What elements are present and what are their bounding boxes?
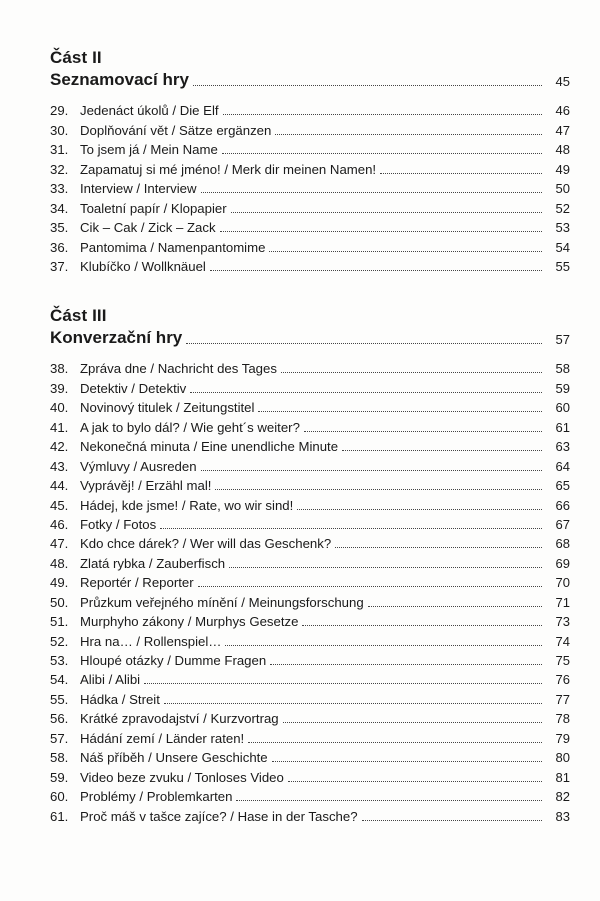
toc-entry[interactable] [50,217,570,236]
toc-entry[interactable] [50,436,570,455]
entry-title: Toaletní papír / Klopapier [80,200,227,216]
entry-title: Kdo chce dárek? / Wer will das Geschenk? [80,536,332,552]
entry-page-number: 76 [555,672,570,688]
entry-title: Reportér / Reporter [80,575,194,591]
entry-number: 53. [50,653,69,668]
entry-number: 38. [50,361,69,377]
entry-number: 48. [50,555,69,571]
entry-title: To jsem já / Mein Name [80,142,218,158]
entry-page-number: 69 [555,555,570,571]
entry-page-number: 66 [555,497,570,513]
entry-page-number: 59 [555,380,570,396]
section-page-number: 45 [555,74,570,89]
dot-leader [201,470,542,471]
entry-page-number: 80 [555,750,570,766]
entry-title: Zapamatuj si mé jméno! / Merk dir meinen Namen! [80,161,377,177]
dot-leader [342,450,542,451]
entry-page-number: 47 [555,122,570,138]
section-heading-row [50,68,570,90]
entry-page-number: 54 [555,239,570,255]
dot-leader [222,153,542,154]
entry-page-number: 83 [555,808,570,824]
entry-page-number: 81 [555,769,570,785]
entry-title: Zlatá rybka / Zauberfisch [80,555,226,571]
entry-title: Hloupé otázky / Dumme Fragen [80,653,267,668]
entry-page-number: 46 [555,103,570,119]
toc-entry[interactable] [50,514,570,533]
entry-page-number: 77 [555,691,570,707]
entry-page-number: 71 [555,594,570,610]
dot-leader [270,664,542,665]
toc-entry[interactable] [50,377,570,396]
toc-entry[interactable] [50,552,570,571]
entry-number: 35. [50,220,69,236]
entry-title: Video beze zvuku / Tonloses Video [80,769,284,785]
entry-number: 55. [50,691,69,707]
dot-leader [380,173,542,174]
dot-leader [297,509,542,510]
dot-leader [248,742,542,743]
entry-page-number: 49 [555,161,570,177]
toc-entry[interactable] [50,572,570,591]
section-title: Seznamovací hry [50,70,189,89]
entry-page-number: 48 [555,142,570,158]
entry-title: Novinový titulek / Zeitungstitel [80,400,255,416]
dot-leader [236,800,542,801]
entry-page-number: 61 [555,419,570,435]
entry-page-number: 79 [555,730,570,746]
toc-entry[interactable] [50,786,570,805]
entry-list [50,100,570,275]
entry-page-number: 64 [555,458,570,474]
entry-number: 49. [50,575,69,591]
entry-page-number: 53 [555,220,570,236]
dot-leader [362,820,542,821]
entry-number: 56. [50,711,69,727]
entry-title: Hra na… / Rollenspiel… [80,633,222,649]
entry-number: 47. [50,536,69,552]
entry-number: 33. [50,181,69,197]
dot-leader [229,567,542,568]
entry-title: Krátké zpravodajství / Kurzvortrag [80,711,279,727]
entry-title: Jedenáct úkolů / Die Elf [80,103,219,119]
entry-number: 44. [50,478,69,494]
entry-title: Hádej, kde jsme! / Rate, wo wir sind! [80,497,294,513]
dot-leader [215,489,542,490]
entry-page-number: 55 [555,258,570,274]
entry-number: 42. [50,439,69,455]
entry-title: Zpráva dne / Nachricht des Tages [80,361,277,377]
toc-entry[interactable] [50,688,570,707]
entry-page-number: 68 [555,536,570,552]
entry-page-number: 74 [555,633,570,649]
dot-leader [186,343,542,344]
entry-number: 36. [50,239,69,255]
dot-leader [164,703,542,704]
dot-leader [281,372,542,373]
dot-leader [190,392,542,393]
part-label: Část II [50,48,102,67]
toc-entry[interactable] [50,805,570,824]
toc-entry[interactable] [50,256,570,275]
toc-entry[interactable] [50,494,570,513]
entry-title: Náš příběh / Unsere Geschichte [80,750,268,766]
entry-page-number: 52 [555,200,570,216]
entry-title: Interview / Interview [80,181,197,197]
entry-number: 34. [50,200,69,216]
dot-leader [223,114,542,115]
toc-entry[interactable] [50,533,570,552]
entry-title: Vyprávěj! / Erzähl mal! [80,478,212,494]
entry-title: Pantomima / Namenpantomime [80,239,266,255]
section-page-number: 57 [555,332,570,347]
dot-leader [335,547,542,548]
dot-leader [144,683,542,684]
entry-page-number: 58 [555,361,570,377]
entry-number: 61. [50,808,69,824]
toc-entry[interactable] [50,178,570,197]
entry-title: Doplňování vět / Sätze ergänzen [80,122,272,138]
entry-number: 57. [50,730,69,746]
toc-entry[interactable] [50,236,570,255]
toc-entry[interactable] [50,747,570,766]
dot-leader [198,586,542,587]
entry-title: Průzkum veřejného mínění / Meinungsforschung [80,594,364,610]
dot-leader [272,761,542,762]
entry-page-number: 75 [555,653,570,668]
entry-number: 58. [50,750,69,766]
dot-leader [201,192,542,193]
section-part-3 [50,306,570,825]
toc-entry[interactable] [50,591,570,610]
entry-number: 54. [50,672,69,688]
entry-title: Alibi / Alibi [80,672,141,688]
toc-entry[interactable] [50,455,570,474]
entry-number: 32. [50,161,69,177]
entry-number: 60. [50,789,69,805]
toc-entry[interactable] [50,650,570,669]
dot-leader [368,606,542,607]
section-title: Konverzační hry [50,328,183,347]
toc-entry[interactable] [50,197,570,216]
entry-number: 40. [50,400,69,416]
entry-number: 50. [50,594,69,610]
entry-number: 46. [50,516,69,532]
toc-entry[interactable] [50,397,570,416]
toc-entry[interactable] [50,158,570,177]
dot-leader [269,251,542,252]
entry-title: Nekonečná minuta / Eine unendliche Minute [80,439,339,455]
entry-number: 45. [50,497,69,513]
entry-number: 39. [50,380,69,396]
toc-entry[interactable] [50,766,570,785]
entry-page-number: 63 [555,439,570,455]
dot-leader [210,270,542,271]
dot-leader [275,134,542,135]
dot-leader [288,781,542,782]
entry-number: 51. [50,614,69,630]
entry-title: Hádka / Streit [80,691,160,707]
entry-page-number: 78 [555,711,570,727]
toc-entry[interactable] [50,139,570,158]
toc-entry[interactable] [50,708,570,727]
entry-number: 52. [50,633,69,649]
dot-leader [220,231,542,232]
entry-title: Hádání zemí / Länder raten! [80,730,245,746]
section-heading-row [50,326,570,348]
toc-entry[interactable] [50,475,570,494]
entry-page-number: 65 [555,478,570,494]
toc-entry[interactable] [50,119,570,138]
entry-list [50,358,570,825]
entry-title: Detektiv / Detektiv [80,380,187,396]
entry-page-number: 82 [555,789,570,805]
entry-number: 29. [50,103,69,119]
entry-title: Klubíčko / Wollknäuel [80,258,206,274]
entry-title: Cik – Cak / Zick – Zack [80,220,216,236]
entry-page-number: 67 [555,516,570,532]
section-part-2 [50,48,570,275]
entry-title: Murphyho zákony / Murphys Gesetze [80,614,299,630]
toc-entry[interactable] [50,416,570,435]
entry-number: 30. [50,122,69,138]
entry-number: 59. [50,769,69,785]
entry-number: 41. [50,419,69,435]
dot-leader [231,212,542,213]
entry-page-number: 50 [555,181,570,197]
entry-title: Proč máš v tašce zajíce? / Hase in der Tasche? [80,808,358,824]
entry-number: 31. [50,142,69,158]
entry-title: Fotky / Fotos [80,516,157,532]
toc-entry[interactable] [50,358,570,377]
entry-number: 43. [50,458,69,474]
toc-entry[interactable] [50,100,570,119]
dot-leader [225,645,542,646]
dot-leader [304,431,542,432]
part-label: Část III [50,306,107,325]
entry-title: A jak to bylo dál? / Wie geht´s weiter? [80,419,300,435]
entry-title: Výmluvy / Ausreden [80,458,197,474]
entry-number: 37. [50,258,69,274]
dot-leader [193,85,542,86]
entry-page-number: 70 [555,575,570,591]
toc-entry[interactable] [50,630,570,649]
toc-entry[interactable] [50,669,570,688]
entry-title: Problémy / Problemkarten [80,789,233,805]
toc-entry[interactable] [50,611,570,630]
dot-leader [258,411,542,412]
toc-entry[interactable] [50,727,570,746]
dot-leader [160,528,542,529]
dot-leader [283,722,542,723]
entry-page-number: 60 [555,400,570,416]
entry-page-number: 73 [555,614,570,630]
dot-leader [302,625,542,626]
